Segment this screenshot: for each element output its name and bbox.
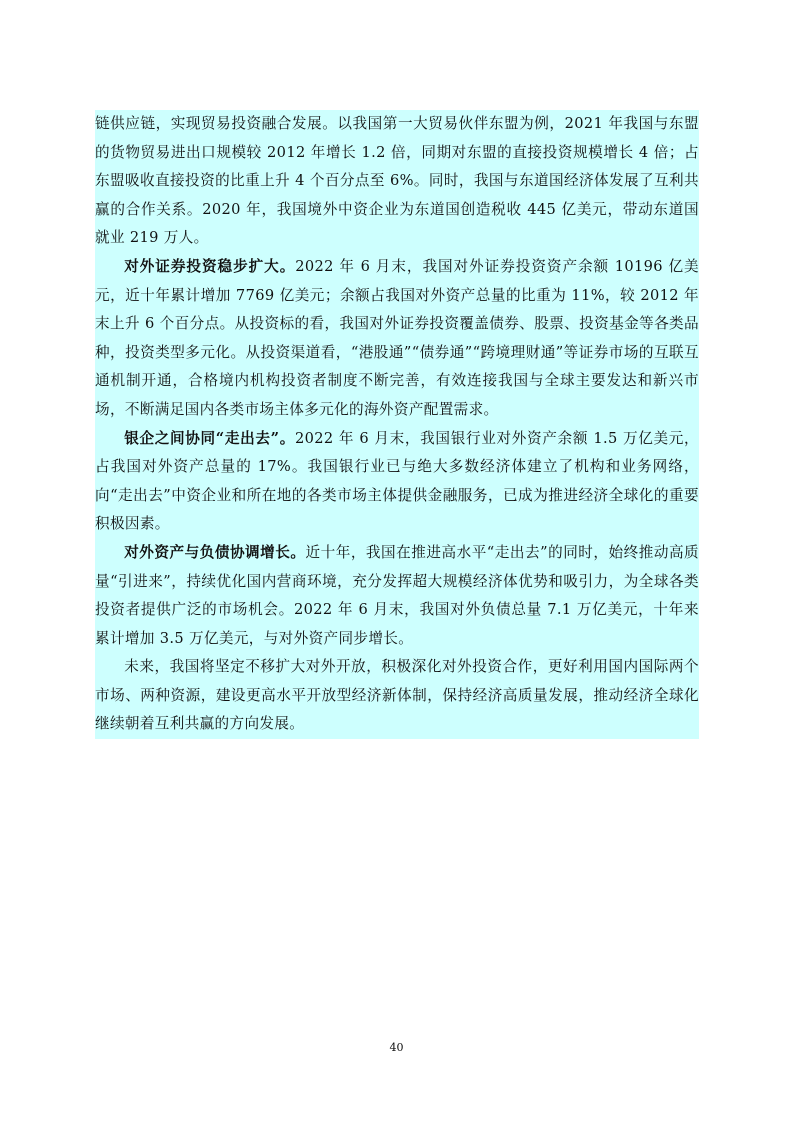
paragraph-heading: 银企之间协同“走出去”。 bbox=[124, 429, 295, 447]
paragraph-body: 未来，我国将坚定不移扩大对外开放，积极深化对外投资合作，更好利用国内国际两个市场、两种资源，建设更高水平开放型经济新体制，保持经济高质量发展，推动经济全球化继续朝着互利共赢的方向发展。 bbox=[95, 658, 699, 733]
paragraph-future-outlook bbox=[95, 653, 699, 739]
page-number: 40 bbox=[389, 1041, 404, 1054]
paragraph-body: 2022 年 6 月末，我国银行业对外资产余额 1.5 万亿美元，占我国对外资产总量的 17%。我国银行业已与绝大多数经济体建立了机构和业务网络，向“走出去”中资企业和所在地的各类市场主体提供金融服务，已成为推进经济全球化的重要积极因素。 bbox=[95, 429, 699, 533]
paragraph-assets-liabilities bbox=[95, 539, 699, 653]
paragraph-heading: 对外资产与负债协调增长。 bbox=[124, 543, 306, 561]
paragraph-bank-enterprise bbox=[95, 425, 699, 539]
paragraph-body: 2022 年 6 月末，我国对外证券投资资产余额 10196 亿美元，近十年累计增加 7769 亿美元；余额占我国对外资产总量的比重为 11%，较 2012 年末上升 6 个百分点。从投资标的看，我国对外证券投资覆盖债券、股票、投资基金等各类品种，投资类型多元化。从投资渠道看，“港股通”“债券通”“跨境理财通”等证券市场的互联互通机制开通，合格境内机构投资者制度不断完善，有效连接我国与全球主要发达和新兴市场，不断满足国内各类市场主体多元化的海外资产配置需求。 bbox=[95, 257, 699, 418]
paragraph-body: 链供应链，实现贸易投资融合发展。以我国第一大贸易伙伴东盟为例，2021 年我国与东盟的货物贸易进出口规模较 2012 年增长 1.2 倍，同期对东盟的直接投资规模增长 4 倍；占东盟吸收直接投资的比重上升 4 个百分点至 6%。同时，我国与东道国经济体发展了互利共赢的合作关系。2020 年，我国境外中资企业为东道国创造税收 445 亿美元，带动东道国就业 219 万人。 bbox=[95, 115, 699, 247]
paragraph-asean-example bbox=[95, 110, 699, 253]
highlighted-text-block bbox=[95, 110, 699, 739]
paragraph-securities-investment bbox=[95, 253, 699, 425]
paragraph-heading: 对外证券投资稳步扩大。 bbox=[124, 257, 296, 275]
paragraph-body: 近十年，我国在推进高水平“走出去”的同时，始终推动高质量“引进来”，持续优化国内营商环境，充分发挥超大规模经济体优势和吸引力，为全球各类投资者提供广泛的市场机会。2022 年 6 月末，我国对外负债总量 7.1 万亿美元，十年来累计增加 3.5 万亿美元，与对外资产同步增长。 bbox=[95, 543, 700, 647]
